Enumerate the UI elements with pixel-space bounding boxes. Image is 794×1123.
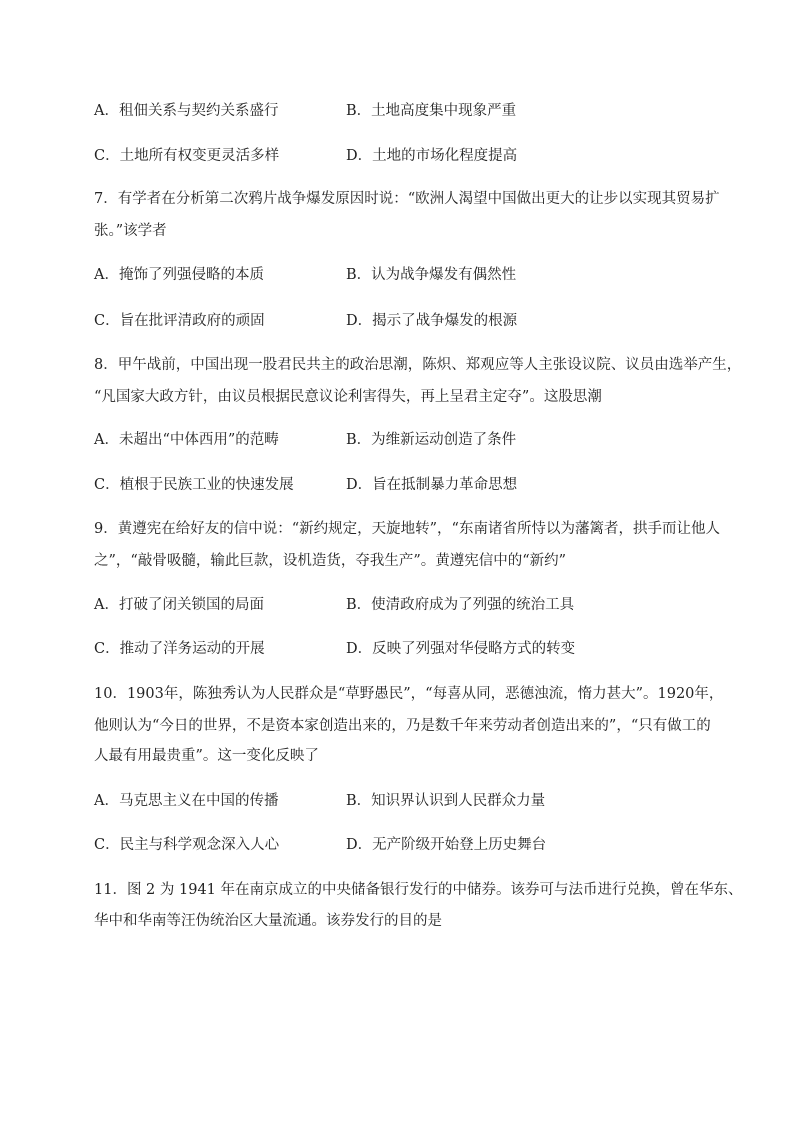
q10-option-d: D．无产阶级开始登上历史舞台 <box>346 837 547 853</box>
q8-option-c: C．植根于民族工业的快速发展 <box>94 477 294 493</box>
q7-option-b: B．认为战争爆发有偶然性 <box>346 267 517 283</box>
q7-option-d: D．揭示了战争爆发的根源 <box>346 313 518 329</box>
q11-stem-line-1: 11．图 2 为 1941 年在南京成立的中央储备银行发行的中储券。该券可与法币进行兑换，曾在华东、 <box>94 882 743 898</box>
q9-stem-line-1: 9．黄遵宪在给好友的信中说：“新约规定，天旋地转”，“东南诸省所恃以为藩篱者，拱手而让他人 <box>94 521 720 537</box>
q10-stem-line-3: 人最有用最贵重”。这一变化反映了 <box>94 748 319 764</box>
q10-option-c: C．民主与科学观念深入人心 <box>94 837 280 853</box>
q6-option-a: A．租佃关系与契约关系盛行 <box>94 103 279 119</box>
q11-stem-line-2: 华中和华南等汪伪统治区大量流通。该券发行的目的是 <box>94 913 442 929</box>
q10-option-a: A．马克思主义在中国的传播 <box>94 793 279 809</box>
q9-option-a: A．打破了闭关锁国的局面 <box>94 597 264 613</box>
q8-stem-line-1: 8．甲午战前，中国出现一股君民共主的政治思潮，陈炽、郑观应等人主张设议院、议员由选举产生， <box>94 357 742 373</box>
q8-option-a: A．未超出“中体西用”的范畴 <box>94 432 279 448</box>
q10-stem-line-1: 10．1903年，陈独秀认为人民群众是“草野愚民”，“每喜从同，恶德浊流，惰力甚大”。1920年， <box>94 686 724 702</box>
q8-option-b: B．为维新运动创造了条件 <box>346 432 517 448</box>
q10-stem-line-2: 他则认为“今日的世界，不是资本家创造出来的，乃是数千年来劳动者创造出来的”，“只有做工的 <box>94 718 711 734</box>
q9-option-c: C．推动了洋务运动的开展 <box>94 641 265 657</box>
q7-stem-line-1: 7．有学者在分析第二次鸦片战争爆发原因时说：“欧洲人渴望中国做出更大的让步以实现其贸易扩 <box>94 191 720 207</box>
q8-option-d: D．旨在抵制暴力革命思想 <box>346 477 518 493</box>
q7-option-a: A．掩饰了列强侵略的本质 <box>94 267 264 283</box>
q9-stem-line-2: 之”，“敲骨吸髓，输此巨款，设机造货，夺我生产”。黄遵宪信中的“新约” <box>94 553 567 569</box>
q9-option-b: B．使清政府成为了列强的统治工具 <box>346 597 575 613</box>
q6-option-c: C．土地所有权变更灵活多样 <box>94 148 280 164</box>
q6-option-b: B．土地高度集中现象严重 <box>346 103 517 119</box>
q7-stem-line-2: 张。”该学者 <box>94 223 167 239</box>
q6-option-d: D．土地的市场化程度提高 <box>346 148 518 164</box>
q10-option-b: B．知识界认识到人民群众力量 <box>346 793 546 809</box>
q8-stem-line-2: “凡国家大政方针，由议员根据民意议论利害得失，再上呈君主定夺”。这股思潮 <box>94 389 602 405</box>
q9-option-d: D．反映了列强对华侵略方式的转变 <box>346 641 576 657</box>
q7-option-c: C．旨在批评清政府的顽固 <box>94 313 265 329</box>
